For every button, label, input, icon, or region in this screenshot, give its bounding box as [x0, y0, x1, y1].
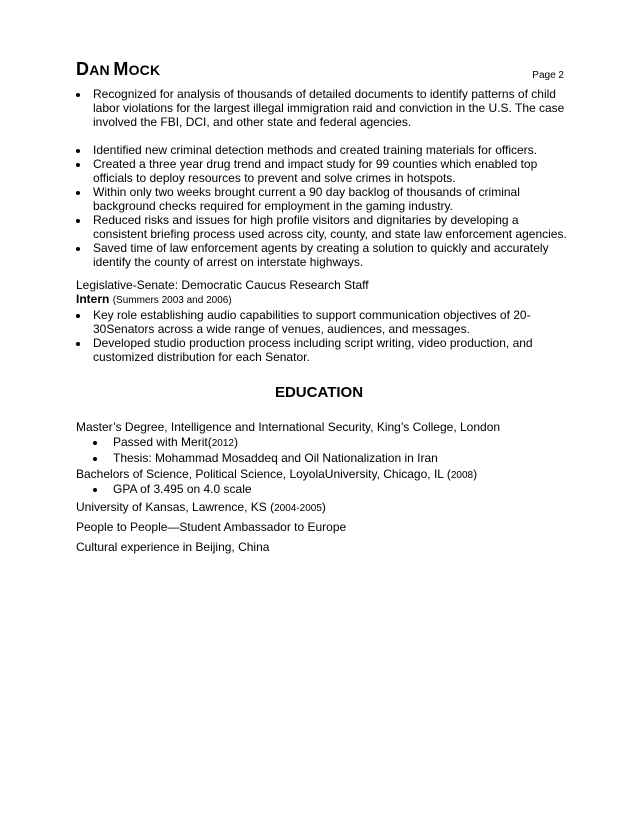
bachelors-bullets	[93, 482, 573, 496]
bachelors-year: 2008	[450, 470, 474, 481]
bachelors-degree	[76, 467, 477, 483]
experience-bullets-2	[76, 143, 572, 269]
list-item: Reduced risks and issues for high profile visitors and dignitaries by developing a consistent briefing process used across city, county, and state law enforcement agencies.	[76, 213, 572, 241]
applicant-name	[76, 59, 161, 79]
kansas-years: 2004-2005	[274, 503, 322, 514]
kansas-text: University of Kansas, Lawrence, KS (	[76, 500, 275, 514]
kansas-close: )	[321, 500, 326, 514]
list-item: Saved time of law enforcement agents by creating a solution to quickly and accurately identify the county of arrest on interstate highways.	[76, 241, 572, 269]
name-first-rest: AN	[89, 62, 110, 78]
experience-bullets-1	[76, 87, 572, 129]
legislative-bullets	[76, 308, 556, 364]
bachelors-text: Bachelors of Science, Political Science, LoyolaUniversity, Chicago, IL (	[76, 467, 451, 481]
merit-text: Passed with Merit(	[113, 435, 212, 449]
list-item: Within only two weeks brought current a 90 day backlog of thousands of criminal background checks required for employment in the gaming industry.	[76, 185, 572, 213]
list-item: GPA of 3.495 on 4.0 scale	[93, 482, 573, 496]
education-heading: EDUCATION	[274, 384, 364, 401]
name-last-initial: M	[113, 59, 129, 79]
role-dates: (Summers 2003 and 2006)	[112, 295, 232, 306]
page-number: Page 2	[532, 70, 564, 81]
merit-year: 2012	[211, 438, 234, 449]
name-last-rest: OCK	[128, 62, 161, 78]
page-header	[76, 59, 564, 84]
legislative-role-line	[76, 292, 232, 308]
kansas-line	[76, 500, 326, 516]
list-item: Thesis: Mohammad Mosaddeq and Oil Nationalization in Iran	[93, 451, 573, 465]
list-item: Identified new criminal detection methods and created training materials for officers.	[76, 143, 572, 157]
list-item	[93, 435, 573, 451]
merit-close: )	[233, 435, 238, 449]
cultural-experience: Cultural experience in Beijing, China	[76, 540, 270, 554]
role-title: Intern	[76, 292, 110, 306]
list-item: Created a three year drug trend and impact study for 99 counties which enabled top officials to deploy resources to prevent and solve crimes in hotspots.	[76, 157, 572, 185]
list-item: Developed studio production process including script writing, video production, and customized distribution for each Senator.	[76, 336, 556, 364]
people-to-people: People to People—Student Ambassador to Europe	[76, 520, 347, 534]
bachelors-close: )	[473, 467, 478, 481]
list-item: Recognized for analysis of thousands of detailed documents to identify patterns of child labor violations for the largest illegal immigration raid and conviction in the U.S. The case involved the FBI, DCI, and other state and federal agencies.	[76, 87, 572, 129]
name-first-initial: D	[76, 59, 90, 79]
masters-bullets	[93, 435, 573, 465]
list-item: Key role establishing audio capabilities to support communication objectives of 20-30Senators across a wide range of venues, audiences, and messages.	[76, 308, 556, 336]
legislative-org: Legislative-Senate: Democratic Caucus Research Staff	[76, 278, 369, 292]
masters-degree: Master’s Degree, Intelligence and International Security, King’s College, London	[76, 420, 501, 434]
